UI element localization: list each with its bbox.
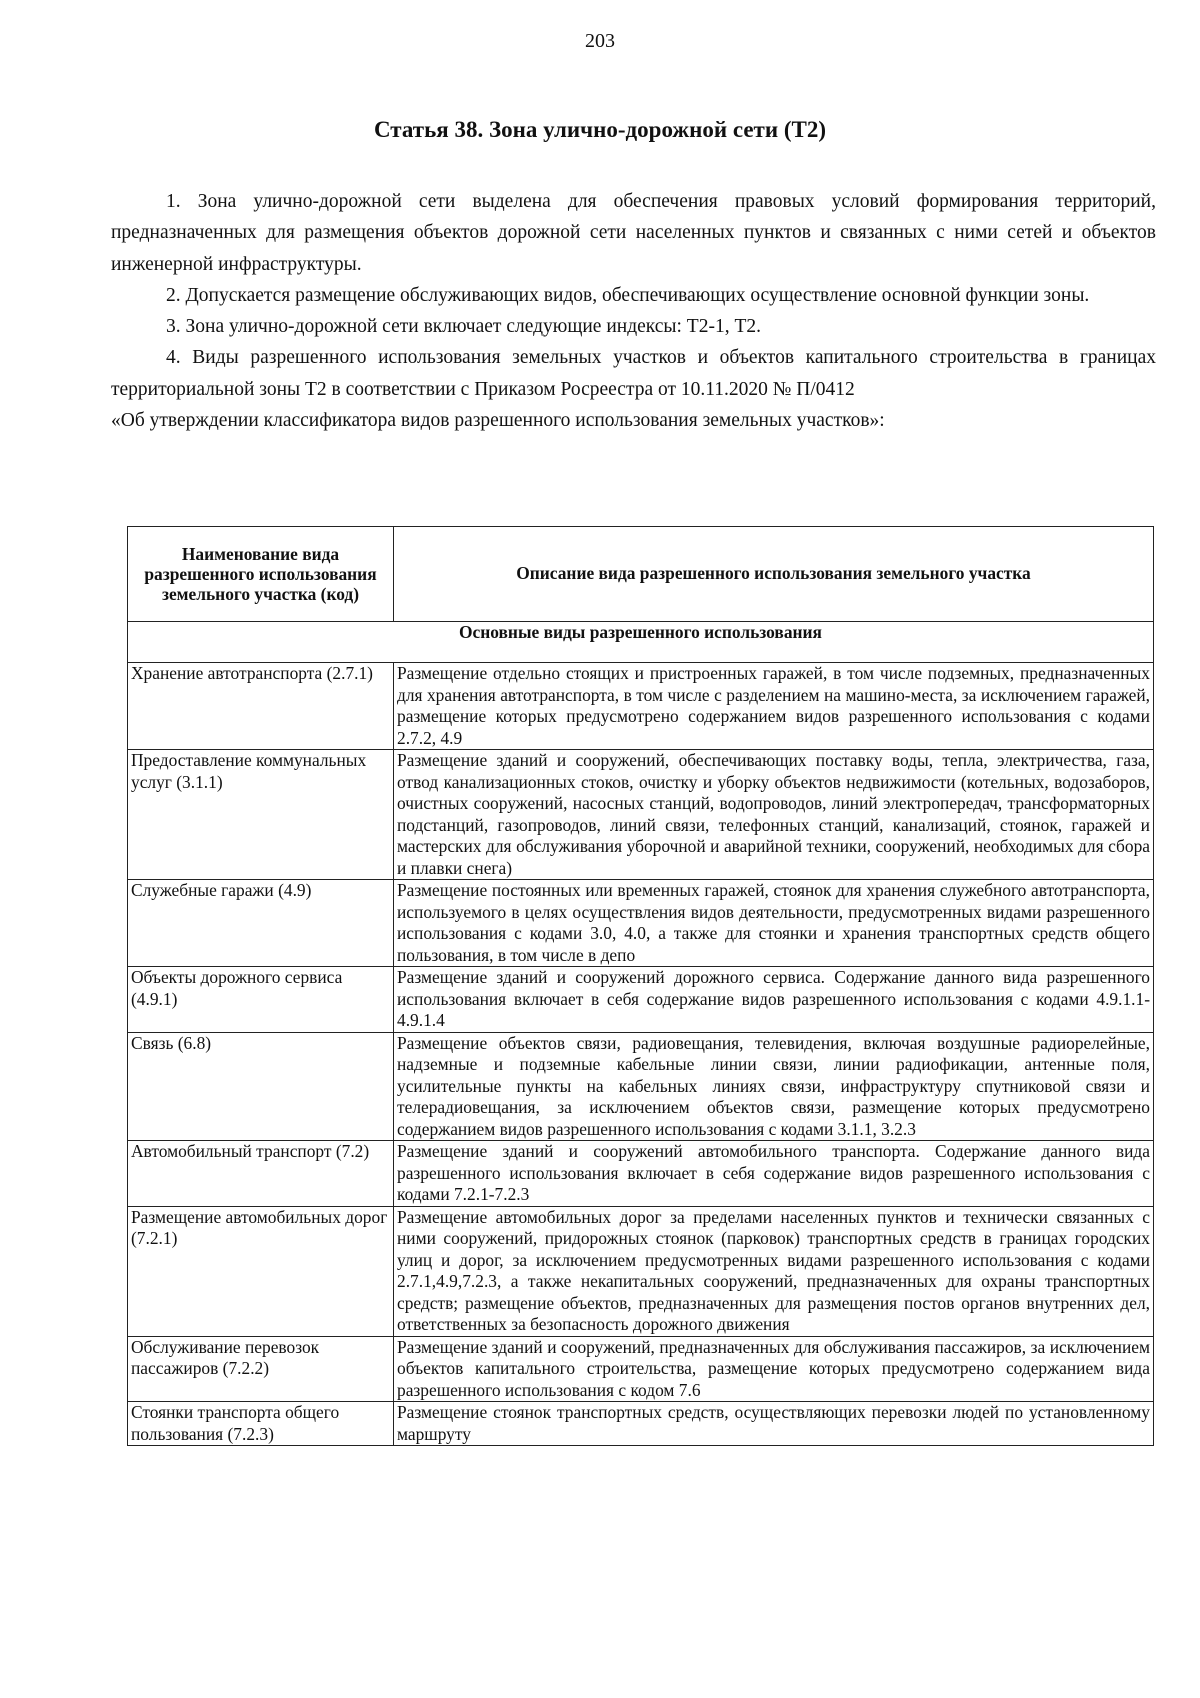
use-type-description: Размещение постоянных или временных гаражей, стоянок для хранения служебного автотранспорта, используемого в целях осуществления видов деятельности, предусмотренных видами разрешенного использования с кодами 3.0, 4.0, а также для стоянки и хранения транспортных средств общего пользования, в том числе в депо: [394, 880, 1154, 967]
use-type-name: Связь (6.8): [128, 1032, 394, 1141]
paragraph-2: 2. Допускается размещение обслуживающих видов, обеспечивающих осуществление основной функции зоны.: [166, 284, 1090, 306]
paragraph-5: «Об утверждении классификатора видов разрешенного использования земельных участков»:: [111, 410, 885, 432]
table-row: [128, 880, 1154, 967]
table-header-name: Наименование вида разрешенного использования земельного участка (код): [128, 527, 394, 622]
paragraph-4: 4. Виды разрешенного использования земельных участков и объектов капитального строительства в границах территориальной зоны Т2 в соответствии с Приказом Росреестра от 10.11.2020 № П/0412: [111, 347, 1156, 400]
paragraph-3: 3. Зона улично-дорожной сети включает следующие индексы: Т2-1, Т2.: [166, 316, 761, 338]
paragraph-1: 1. Зона улично-дорожной сети выделена для обеспечения правовых условий формирования территорий, предназначенных для размещения объектов дорожной сети населенных пунктов и связанных с ними сетей и объектов инженерной инфраструктуры.: [111, 191, 1156, 275]
table-row: [128, 1336, 1154, 1402]
table-row: [128, 1206, 1154, 1336]
table-row: [128, 750, 1154, 880]
permitted-use-table: [127, 526, 1154, 1446]
table-header-description: Описание вида разрешенного использования земельного участка: [394, 527, 1154, 622]
use-type-description: Размещение отдельно стоящих и пристроенных гаражей, в том числе подземных, предназначенных для хранения автотранспорта, в том числе с разделением на машино-места, за исключением гаражей, размещение которых предусмотрено содержанием видов разрешенного использования с кодами 2.7.2, 4.9: [394, 663, 1154, 750]
use-type-description: Размещение зданий и сооружений автомобильного транспорта. Содержание данного вида разрешенного использования включает в себя содержание видов разрешенного использования с кодами 7.2.1-7.2.3: [394, 1141, 1154, 1207]
use-type-description: Размещение объектов связи, радиовещания, телевидения, включая воздушные радиорелейные, надземные и подземные кабельные линии связи, линии радиофикации, антенные поля, усилительные пункты на кабельных линиях связи, инфраструктуру спутниковой связи и телерадиовещания, за исключением объектов связи, размещение которых предусмотрено содержанием видов разрешенного использования с кодами 3.1.1, 3.2.3: [394, 1032, 1154, 1141]
intro-text: [111, 186, 1156, 436]
use-type-name: Стоянки транспорта общего пользования (7.2.3): [128, 1402, 394, 1446]
use-type-name: Размещение автомобильных дорог (7.2.1): [128, 1206, 394, 1336]
table-section-row: [128, 622, 1154, 663]
use-type-name: Служебные гаражи (4.9): [128, 880, 394, 967]
use-type-description: Размещение автомобильных дорог за пределами населенных пунктов и технически связанных с ними сооружений, придорожных стоянок (парковок) транспортных средств в границах городских улиц и дорог, за исключением предусмотренных видами разрешенного использования с кодами 2.7.1,4.9,7.2.3, а также некапитальных сооружений, предназначенных для охраны транспортных средств; размещение объектов, предназначенных для размещения постов органов внутренних дел, ответственных за безопасность дорожного движения: [394, 1206, 1154, 1336]
article-title: Статья 38. Зона улично-дорожной сети (Т2): [374, 117, 826, 142]
page-number: 203: [585, 30, 615, 52]
use-type-description: Размещение стоянок транспортных средств, осуществляющих перевозки людей по установленному маршруту: [394, 1402, 1154, 1446]
use-type-description: Размещение зданий и сооружений, обеспечивающих поставку воды, тепла, электричества, газа, отвод канализационных стоков, очистку и уборку объектов недвижимости (котельных, водозаборов, очистных сооружений, насосных станций, водопроводов, линий электропередач, трансформаторных подстанций, газопроводов, линий связи, телефонных станций, канализаций, стоянок, гаражей и мастерских для обслуживания уборочной и аварийной техники, сооружений, необходимых для сбора и плавки снега): [394, 750, 1154, 880]
use-type-name: Обслуживание перевозок пассажиров (7.2.2): [128, 1336, 394, 1402]
table-row: [128, 1141, 1154, 1207]
table-row: [128, 967, 1154, 1033]
use-type-description: Размещение зданий и сооружений, предназначенных для обслуживания пассажиров, за исключением объектов капитального строительства, размещение которых предусмотрено содержанием вида разрешенного использования с кодом 7.6: [394, 1336, 1154, 1402]
use-type-name: Объекты дорожного сервиса (4.9.1): [128, 967, 394, 1033]
table-header-row: [128, 527, 1154, 622]
table-section-title: Основные виды разрешенного использования: [128, 622, 1154, 663]
table-row: [128, 1402, 1154, 1446]
use-type-name: Предоставление коммунальных услуг (3.1.1): [128, 750, 394, 880]
table-row: [128, 663, 1154, 750]
table-body: [128, 663, 1154, 1446]
use-type-name: Автомобильный транспорт (7.2): [128, 1141, 394, 1207]
use-type-description: Размещение зданий и сооружений дорожного сервиса. Содержание данного вида разрешенного использования включает в себя содержание видов разрешенного использования с кодами 4.9.1.1-4.9.1.4: [394, 967, 1154, 1033]
use-type-name: Хранение автотранспорта (2.7.1): [128, 663, 394, 750]
table-row: [128, 1032, 1154, 1141]
